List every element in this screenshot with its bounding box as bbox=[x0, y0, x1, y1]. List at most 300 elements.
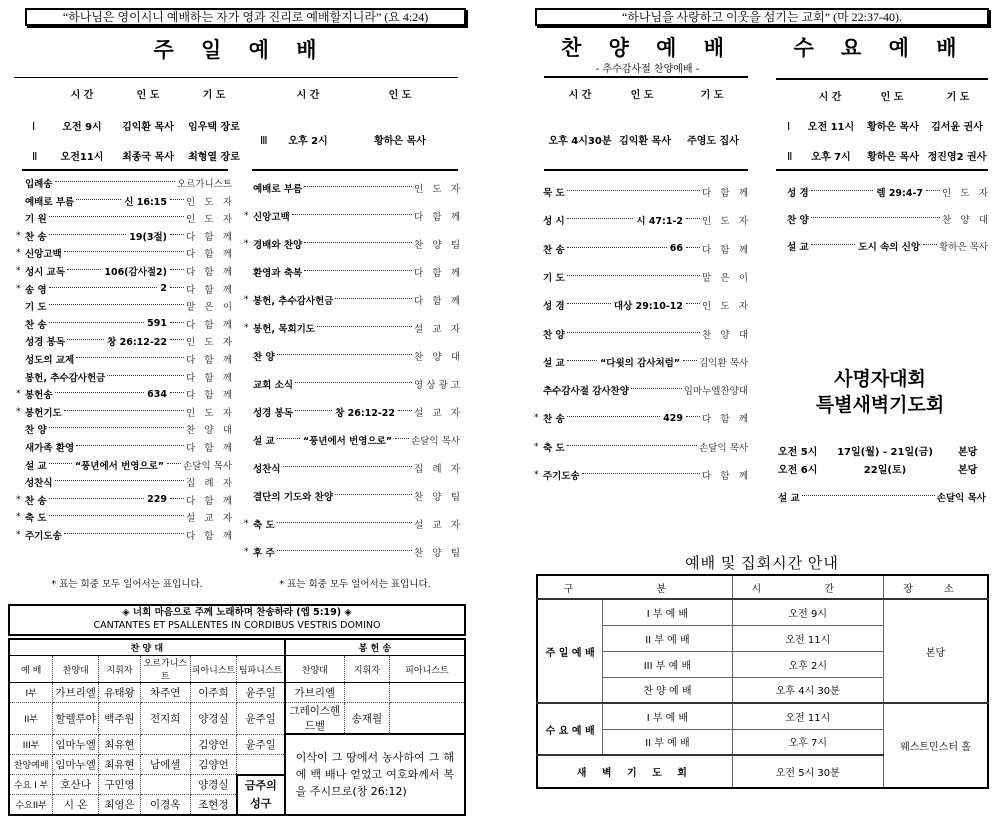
order-item bbox=[16, 528, 232, 542]
order-detail: “풍년에서 번영으로” bbox=[302, 436, 393, 447]
order-leader: 손달익 목사 bbox=[411, 436, 460, 447]
table-cell: III부 bbox=[9, 734, 53, 754]
order-item bbox=[16, 334, 232, 348]
leader-dots bbox=[76, 357, 184, 358]
order-leader: 찬 양 팀 bbox=[414, 492, 460, 503]
service-number: Ⅲ bbox=[260, 135, 268, 147]
order-detail: 634 bbox=[147, 388, 167, 400]
order-label: 기 도 bbox=[25, 302, 47, 314]
special-sermon-row bbox=[778, 490, 986, 504]
dawn-prayer-label: 새 벽 기 도 회 bbox=[537, 755, 732, 788]
table-cell: 가브리엘 bbox=[285, 683, 345, 703]
order-label: 설 교 bbox=[25, 460, 47, 472]
leader-dots bbox=[686, 303, 700, 304]
column-header: 지휘자 bbox=[99, 656, 141, 683]
leader-dots bbox=[170, 498, 184, 499]
table-cell: 윤주일 bbox=[237, 734, 285, 754]
choir-group-header: 찬 양 대 bbox=[9, 639, 285, 656]
order-detail: 2 bbox=[160, 283, 167, 295]
service-leader: 김익환 목사 bbox=[122, 122, 174, 133]
order-item bbox=[244, 405, 460, 419]
order-item bbox=[16, 440, 232, 454]
table-cell: 송재월 bbox=[344, 703, 389, 735]
order-leader: 손달익 목사 bbox=[183, 460, 232, 472]
praise-service-subtitle: - 추수감사절 찬양예배 - bbox=[595, 64, 700, 75]
leader-dots bbox=[567, 332, 700, 333]
order-label: 봉헌기도 bbox=[25, 407, 62, 419]
leader-dots bbox=[335, 494, 412, 495]
column-header: 예 배 bbox=[9, 656, 53, 683]
table-cell bbox=[389, 683, 465, 703]
order-label: 축 도 bbox=[253, 520, 275, 531]
order-leader: 다 함 께 bbox=[702, 188, 748, 199]
standing-note: * 표는 회중 모두 일어서는 표입니다. bbox=[279, 579, 431, 590]
order-detail: “다윗의 감사처럼” bbox=[600, 357, 681, 369]
order-leader: 다 함 께 bbox=[414, 296, 460, 307]
special-time: 오전 5시 bbox=[778, 447, 818, 458]
table-cell: 최영은 bbox=[99, 795, 141, 816]
order-label: 축 도 bbox=[25, 513, 47, 525]
order-leader: 다 함 께 bbox=[702, 244, 748, 256]
order-item bbox=[534, 242, 748, 256]
standing-mark: * bbox=[16, 530, 21, 540]
service-time: 오전 11시 bbox=[732, 625, 883, 651]
table-cell: 이주희 bbox=[190, 683, 237, 703]
service-time: 오후 7시 bbox=[811, 152, 851, 163]
service-number: Ⅱ bbox=[787, 151, 793, 163]
service-time: 오후 2시 bbox=[732, 651, 883, 677]
table-cell: 양경실 bbox=[190, 775, 237, 795]
standing-mark: * bbox=[244, 323, 249, 333]
order-label: 성찬식 bbox=[253, 464, 281, 475]
standing-mark: * bbox=[16, 266, 21, 276]
leader-dots bbox=[395, 438, 409, 439]
order-leader: 임마누엘찬양대 bbox=[683, 386, 748, 398]
service-prayer: 김서윤 권사 bbox=[931, 122, 983, 133]
service-time: 오전 5시 30분 bbox=[732, 755, 883, 788]
leader-dots bbox=[277, 354, 412, 355]
wednesday-service-label: 수 요 예 배 bbox=[537, 703, 603, 755]
service-name: II 부 예 배 bbox=[603, 729, 732, 755]
leader-dots bbox=[683, 360, 697, 361]
leader-dots bbox=[55, 181, 175, 182]
order-item bbox=[16, 475, 232, 489]
leader-dots bbox=[170, 269, 184, 270]
leader-dots bbox=[631, 388, 682, 389]
service-time: 오전 9시 bbox=[62, 122, 102, 133]
table-cell: 양경실 bbox=[190, 703, 237, 735]
leader-dots bbox=[811, 244, 856, 245]
order-leader: 인 도 자 bbox=[186, 196, 232, 208]
order-label: 성찬식 bbox=[25, 478, 53, 490]
leader-dots bbox=[582, 473, 700, 474]
schedule-title: 예배 및 집회시간 안내 bbox=[685, 556, 839, 572]
order-item bbox=[16, 370, 232, 384]
table-cell: 남에셀 bbox=[140, 754, 190, 775]
schedule-table bbox=[536, 574, 989, 789]
order-label: 성도의 교제 bbox=[25, 355, 75, 366]
order-item bbox=[534, 411, 748, 425]
service-time: 오전 9시 bbox=[732, 599, 883, 625]
leader-dots bbox=[55, 392, 145, 393]
order-leader: 손달익 목사 bbox=[699, 442, 748, 454]
column-header: 지휘자 bbox=[344, 656, 389, 683]
standing-mark: * bbox=[534, 470, 539, 480]
header-leader: 인 도 bbox=[388, 90, 412, 101]
order-leader: 인 도 자 bbox=[186, 214, 232, 226]
special-date: 22일(토) bbox=[863, 465, 907, 476]
service-prayer: 최형열 장로 bbox=[188, 152, 240, 163]
service-time: 오전 11시 bbox=[807, 122, 855, 133]
offertory-group-header: 봉 헌 송 bbox=[285, 639, 465, 656]
service-prayer: 정진영2 권사 bbox=[927, 152, 987, 163]
table-cell bbox=[140, 734, 190, 754]
divider bbox=[22, 169, 228, 171]
leader-dots bbox=[923, 244, 937, 245]
order-item bbox=[16, 352, 232, 366]
order-label: 성 경 bbox=[787, 188, 809, 199]
order-detail: 591 bbox=[147, 318, 167, 330]
leader-dots bbox=[292, 214, 412, 215]
leader-dots bbox=[686, 247, 700, 248]
standing-mark: * bbox=[244, 239, 249, 249]
choir-table bbox=[8, 638, 466, 816]
sermon-label: 설 교 bbox=[778, 493, 800, 504]
leader-dots bbox=[49, 515, 184, 516]
table-cell bbox=[140, 775, 190, 795]
standing-mark: * bbox=[16, 389, 21, 400]
order-label: 후 주 bbox=[253, 548, 275, 559]
header-prayer: 기 도 bbox=[946, 92, 970, 103]
standing-mark: * bbox=[244, 295, 249, 305]
table-row bbox=[9, 734, 465, 754]
leader-dots bbox=[686, 416, 700, 417]
special-date: 17일(월) - 21일(금) bbox=[837, 447, 933, 458]
service-prayer: 임우택 장로 bbox=[188, 122, 240, 133]
order-item bbox=[244, 265, 460, 279]
order-leader: 다 함 께 bbox=[702, 471, 748, 482]
order-item bbox=[534, 185, 748, 199]
order-item bbox=[244, 489, 460, 503]
leader-dots bbox=[76, 445, 184, 446]
order-leader: 다 함 께 bbox=[186, 319, 232, 331]
table-cell: 수요II부 bbox=[9, 795, 53, 816]
leader-dots bbox=[802, 495, 935, 496]
order-detail: 429 bbox=[663, 412, 683, 424]
standing-mark: * bbox=[534, 441, 539, 452]
order-label: 성 경 bbox=[543, 301, 565, 313]
order-label: 성 시 bbox=[543, 216, 565, 228]
leader-dots bbox=[64, 410, 184, 411]
praise-service-title: 찬 양 예 배 bbox=[560, 36, 735, 60]
order-label: 찬 송 bbox=[543, 414, 565, 426]
standing-mark: * bbox=[16, 494, 21, 505]
order-leader: 설 교 자 bbox=[414, 408, 460, 419]
order-leader: 찬 양 대 bbox=[414, 352, 460, 363]
sermon-preacher: 손달익 목사 bbox=[936, 493, 986, 504]
col-category: 구 분 bbox=[537, 575, 732, 599]
leader-dots bbox=[567, 445, 697, 446]
order-label: 환영과 축복 bbox=[253, 268, 303, 279]
service-number: Ⅰ bbox=[787, 121, 791, 133]
order-leader: 다 함 께 bbox=[186, 372, 232, 384]
order-leader: 인 도 자 bbox=[702, 216, 748, 228]
wednesday-service-title: 수 요 예 배 bbox=[793, 36, 967, 60]
order-item bbox=[534, 213, 748, 227]
leader-dots bbox=[170, 322, 184, 323]
order-item bbox=[244, 293, 460, 307]
order-leader: 찬 양 대 bbox=[186, 425, 232, 437]
order-leader: 다 함 께 bbox=[186, 267, 232, 278]
table-cell: 이경옥 bbox=[140, 795, 190, 816]
divider bbox=[776, 169, 988, 171]
leader-dots bbox=[811, 217, 940, 218]
order-leader: 다 함 께 bbox=[186, 249, 232, 261]
leader-dots bbox=[49, 427, 184, 428]
table-cell: 김양언 bbox=[190, 734, 237, 754]
order-label: 찬 송 bbox=[25, 231, 47, 243]
order-leader: 인 도 자 bbox=[186, 407, 232, 419]
choir-verse-box bbox=[8, 604, 466, 636]
order-label: 설 교 bbox=[543, 357, 565, 369]
order-leader: 집 례 자 bbox=[414, 464, 460, 475]
order-leader: 인 도 자 bbox=[186, 337, 232, 349]
order-leader: 다 함 께 bbox=[186, 231, 232, 243]
order-item bbox=[16, 422, 232, 436]
order-leader: 설 교 자 bbox=[186, 513, 232, 525]
leader-dots bbox=[277, 550, 412, 551]
leader-dots bbox=[64, 533, 184, 534]
header-leader: 인 도 bbox=[136, 90, 160, 101]
order-label: 성시 교독 bbox=[25, 267, 66, 278]
order-label: 성경 봉독 bbox=[25, 337, 66, 349]
order-item bbox=[244, 237, 460, 251]
header-leader: 인 도 bbox=[880, 92, 904, 103]
order-leader: 맡 은 이 bbox=[186, 302, 232, 314]
weekly-verse-text: 이삭이 그 땅에서 농사하여 그 해에 백 배나 얻었고 여호와께서 복을 주시므로(창 26:12) bbox=[285, 734, 465, 815]
service-time: 오후 4시 30분 bbox=[732, 677, 883, 703]
table-cell: 윤주일 bbox=[237, 703, 285, 735]
column-header: 찬양대 bbox=[53, 656, 99, 683]
verse-latin: CANTANTES ET PSALLENTES IN CORDIBUS VESTRIS DOMINO bbox=[93, 620, 381, 631]
order-item bbox=[16, 176, 232, 190]
leader-dots bbox=[567, 275, 700, 276]
order-detail: 창 26:12-22 bbox=[107, 337, 167, 349]
standing-mark: * bbox=[244, 519, 249, 529]
service-name: I 부 예 배 bbox=[603, 599, 732, 625]
order-detail: “풍년에서 번영으로” bbox=[74, 460, 165, 472]
header-prayer: 기 도 bbox=[202, 90, 226, 101]
standing-mark: * bbox=[534, 413, 539, 424]
order-leader: 다 함 께 bbox=[186, 531, 232, 542]
table-cell: 그레이스핸드벨 bbox=[285, 703, 345, 735]
order-leader: 다 함 께 bbox=[186, 495, 232, 507]
service-leader: 황하은 목사 bbox=[374, 136, 426, 147]
standing-mark: * bbox=[16, 248, 21, 259]
leader-dots bbox=[567, 360, 597, 361]
order-label: 찬 양 bbox=[787, 215, 809, 226]
order-detail: 66 bbox=[669, 243, 683, 255]
header-time: 시 간 bbox=[70, 90, 94, 101]
leader-dots bbox=[64, 251, 184, 252]
order-item bbox=[244, 377, 460, 391]
order-item bbox=[16, 510, 232, 524]
table-cell: 임마누엘 bbox=[53, 754, 99, 775]
leader-dots bbox=[170, 287, 184, 288]
divider bbox=[252, 169, 458, 171]
order-item bbox=[16, 405, 232, 419]
leader-dots bbox=[170, 392, 184, 393]
order-leader: 찬 양 팀 bbox=[414, 240, 460, 251]
order-label: 봉헌송 bbox=[25, 390, 53, 402]
order-leader: 다 함 께 bbox=[186, 443, 232, 454]
table-cell: I부 bbox=[9, 683, 53, 703]
standing-mark: * bbox=[244, 211, 249, 221]
leader-dots bbox=[55, 480, 184, 481]
header-time: 시 간 bbox=[568, 90, 592, 101]
leader-dots bbox=[49, 463, 72, 464]
special-title-line1: 사명자대회 bbox=[834, 368, 926, 390]
order-leader: 황하은 목사 bbox=[939, 242, 988, 253]
order-item bbox=[16, 246, 232, 260]
service-name: II 부 예 배 bbox=[603, 625, 732, 651]
standing-mark: * bbox=[244, 547, 249, 557]
service-leader: 황하은 목사 bbox=[867, 122, 919, 133]
order-label: 찬 송 bbox=[543, 244, 565, 256]
leader-dots bbox=[567, 416, 660, 417]
order-label: 주기도송 bbox=[543, 471, 580, 482]
table-row bbox=[9, 683, 465, 703]
column-header: 피아니스트 bbox=[190, 656, 237, 683]
order-label: 찬 양 bbox=[543, 329, 565, 341]
order-label: 교회 소식 bbox=[253, 380, 294, 391]
order-item bbox=[16, 264, 232, 278]
order-label: 설 교 bbox=[787, 242, 809, 253]
order-leader: 찬 양 대 bbox=[702, 329, 748, 341]
divider bbox=[544, 76, 748, 78]
order-leader: 다 함 께 bbox=[702, 414, 748, 426]
order-leader: 김익환 목사 bbox=[699, 357, 748, 369]
order-leader: 설 교 자 bbox=[414, 520, 460, 531]
order-label: 봉헌, 추수감사헌금 bbox=[253, 296, 334, 307]
service-name: I 부 예 배 bbox=[603, 703, 732, 729]
order-label: 예배로 부름 bbox=[253, 184, 303, 195]
order-leader: 찬 양 대 bbox=[942, 215, 988, 226]
order-item bbox=[244, 321, 460, 335]
order-leader: 오르가니스트 bbox=[176, 179, 232, 190]
leader-dots bbox=[283, 466, 412, 467]
table-cell bbox=[344, 683, 389, 703]
leader-dots bbox=[398, 410, 412, 411]
service-place: 본당 bbox=[883, 599, 988, 703]
leader-dots bbox=[277, 438, 300, 439]
special-title-line2: 특별새벽기도회 bbox=[815, 394, 945, 416]
column-header: 찬양대 bbox=[285, 656, 345, 683]
leader-dots bbox=[686, 218, 700, 219]
leader-dots bbox=[304, 186, 412, 187]
order-leader: 설 교 자 bbox=[414, 324, 460, 335]
order-item bbox=[16, 493, 232, 507]
service-leader: 김익환 목사 bbox=[619, 136, 671, 147]
service-time: 오전11시 bbox=[60, 152, 104, 163]
order-item bbox=[778, 185, 988, 199]
col-time: 시 간 bbox=[732, 575, 883, 599]
leader-dots bbox=[67, 339, 104, 340]
leader-dots bbox=[49, 216, 184, 217]
leader-dots bbox=[49, 234, 127, 235]
weekly-verse-label: 금주의 성구 bbox=[237, 775, 285, 816]
order-label: 축 도 bbox=[543, 442, 565, 454]
table-cell bbox=[389, 703, 465, 735]
order-detail: 19(3절) bbox=[129, 231, 167, 243]
standing-mark: * bbox=[16, 283, 21, 294]
order-leader: 찬 양 팀 bbox=[414, 548, 460, 559]
leader-dots bbox=[277, 522, 412, 523]
standing-note: * 표는 회중 모두 일어서는 표입니다. bbox=[51, 579, 203, 590]
leader-dots bbox=[67, 269, 101, 270]
order-label: 기 도 bbox=[543, 272, 565, 284]
table-cell: 전지희 bbox=[140, 703, 190, 735]
order-label: 찬 양 bbox=[253, 352, 275, 363]
standing-mark: * bbox=[16, 512, 21, 523]
leader-dots bbox=[107, 375, 184, 376]
scripture-quote: “하나님은 영이시니 예배하는 자가 영과 진리로 예배할지니라” (요 4:24) bbox=[25, 8, 466, 26]
order-detail: 229 bbox=[147, 494, 167, 506]
leader-dots bbox=[811, 190, 874, 191]
sunday-service-title: 주 일 예 배 bbox=[153, 38, 327, 62]
table-cell: 호산나 bbox=[53, 775, 99, 795]
order-detail: 창 26:12-22 bbox=[335, 408, 395, 419]
order-label: 설 교 bbox=[253, 436, 275, 447]
special-time: 오전 6시 bbox=[778, 465, 818, 476]
order-item bbox=[16, 387, 232, 401]
table-cell: 시 온 bbox=[53, 795, 99, 816]
order-label: 묵 도 bbox=[543, 188, 565, 199]
order-item bbox=[16, 299, 232, 313]
service-name: 찬 양 예 배 bbox=[603, 677, 732, 703]
table-cell: 김양언 bbox=[190, 754, 237, 775]
header-time: 시 간 bbox=[296, 90, 320, 101]
table-cell: 구민영 bbox=[99, 775, 141, 795]
service-time: 오후 7시 bbox=[732, 729, 883, 755]
order-leader: 다 함 께 bbox=[186, 390, 232, 402]
order-leader: 인 도 자 bbox=[414, 184, 460, 195]
order-leader: 집 례 자 bbox=[186, 478, 232, 490]
order-leader: 다 함 께 bbox=[414, 268, 460, 279]
header-time: 시 간 bbox=[818, 92, 842, 103]
order-item bbox=[244, 209, 460, 223]
table-cell: 차주연 bbox=[140, 683, 190, 703]
order-item bbox=[778, 212, 988, 226]
leader-dots bbox=[304, 270, 412, 271]
order-label: 찬 송 bbox=[25, 319, 47, 331]
order-item bbox=[534, 270, 748, 284]
order-leader: 다 함 께 bbox=[186, 355, 232, 366]
order-label: 기 원 bbox=[25, 214, 47, 226]
order-label: 송 영 bbox=[25, 284, 47, 296]
divider bbox=[776, 78, 988, 80]
special-place: 본당 bbox=[958, 447, 978, 458]
order-leader: 영 상 광 고 bbox=[414, 380, 460, 391]
verse-korean: ◈ 너희 마음으로 주께 노래하며 찬송하라 (엡 5:19) ◈ bbox=[122, 607, 352, 618]
order-item bbox=[244, 517, 460, 531]
leader-dots bbox=[49, 304, 184, 305]
order-item bbox=[534, 355, 748, 369]
table-cell: II부 bbox=[9, 703, 53, 735]
leader-dots bbox=[335, 298, 412, 299]
choir-group-header-row bbox=[9, 639, 465, 656]
order-item bbox=[244, 461, 460, 475]
